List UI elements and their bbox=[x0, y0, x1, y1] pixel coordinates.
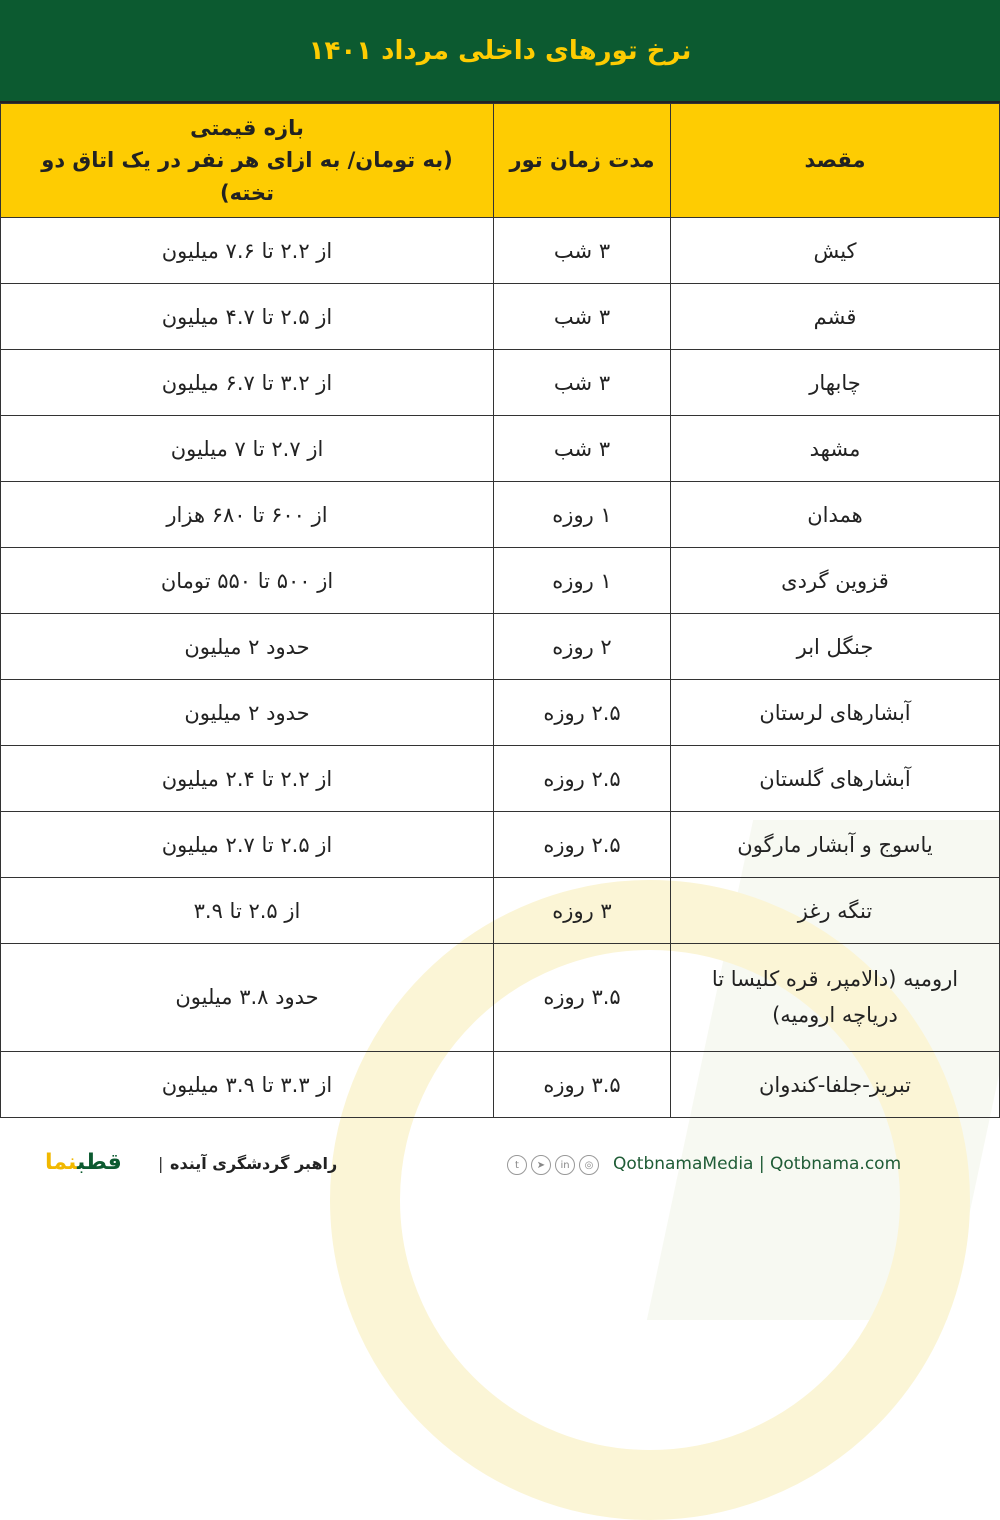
cell-destination: مشهد bbox=[671, 416, 1000, 482]
cell-duration: ۳ شب bbox=[494, 416, 671, 482]
table-row bbox=[1, 1052, 1000, 1118]
table-row bbox=[1, 812, 1000, 878]
cell-price: از ۳.۲ تا ۶.۷ میلیون bbox=[1, 350, 494, 416]
instagram-icon[interactable]: ◎ bbox=[579, 1155, 599, 1175]
cell-duration: ۳.۵ روزه bbox=[494, 944, 671, 1052]
table-row bbox=[1, 614, 1000, 680]
social-icons bbox=[507, 1155, 599, 1175]
table-row bbox=[1, 878, 1000, 944]
tours-table bbox=[0, 103, 1000, 1118]
cell-price: از ۲.۲ تا ۷.۶ میلیون bbox=[1, 218, 494, 284]
cell-destination: قزوین گردی bbox=[671, 548, 1000, 614]
cell-price: حدود ۲ میلیون bbox=[1, 680, 494, 746]
header-price-note: (به تومان/ به ازای هر نفر در یک اتاق دو تخته) bbox=[41, 148, 453, 205]
cell-price: از ۲.۵ تا ۴.۷ میلیون bbox=[1, 284, 494, 350]
tagline: راهبر گردشگری آینده bbox=[170, 1154, 338, 1173]
cell-duration: ۲.۵ روزه bbox=[494, 812, 671, 878]
cell-duration: ۲.۵ روزه bbox=[494, 680, 671, 746]
page-title: نرخ تورهای داخلی مرداد ۱۴۰۱ bbox=[0, 0, 1000, 103]
cell-destination: همدان bbox=[671, 482, 1000, 548]
separator: | bbox=[758, 1154, 765, 1174]
cell-duration: ۳ شب bbox=[494, 284, 671, 350]
cell-destination: قشم bbox=[671, 284, 1000, 350]
table-row bbox=[1, 284, 1000, 350]
cell-destination: تبریز-جلفا-کندوان bbox=[671, 1052, 1000, 1118]
website-link[interactable]: Qotbnama.com bbox=[770, 1154, 902, 1174]
header-price-title: بازه قیمتی bbox=[190, 115, 304, 140]
cell-price: از ۲.۲ تا ۲.۴ میلیون bbox=[1, 746, 494, 812]
table-row bbox=[1, 416, 1000, 482]
cell-destination: ارومیه (دالامپر، قره کلیسا تا دریاچه ارومیه) bbox=[671, 944, 1000, 1052]
telegram-icon[interactable]: ➤ bbox=[531, 1155, 551, 1175]
cell-duration: ۱ روزه bbox=[494, 482, 671, 548]
cell-price: حدود ۲ میلیون bbox=[1, 614, 494, 680]
table-row bbox=[1, 680, 1000, 746]
cell-destination: آبشارهای لرستان bbox=[671, 680, 1000, 746]
cell-price: از ۳.۳ تا ۳.۹ میلیون bbox=[1, 1052, 494, 1118]
table-row bbox=[1, 350, 1000, 416]
cell-duration: ۲.۵ روزه bbox=[494, 746, 671, 812]
separator: | bbox=[158, 1154, 164, 1173]
cell-destination: آبشارهای گلستان bbox=[671, 746, 1000, 812]
table-row bbox=[1, 482, 1000, 548]
table-row bbox=[1, 218, 1000, 284]
linkedin-icon[interactable]: in bbox=[555, 1155, 575, 1175]
social-handle[interactable]: QotbnamaMedia bbox=[613, 1154, 754, 1174]
cell-duration: ۳ روزه bbox=[494, 878, 671, 944]
cell-destination: کیش bbox=[671, 218, 1000, 284]
cell-duration: ۳.۵ روزه bbox=[494, 1052, 671, 1118]
cell-price: از ۶۰۰ تا ۶۸۰ هزار bbox=[1, 482, 494, 548]
header-row bbox=[1, 104, 1000, 218]
cell-duration: ۳ شب bbox=[494, 350, 671, 416]
cell-duration: ۱ روزه bbox=[494, 548, 671, 614]
twitter-icon[interactable]: t bbox=[507, 1155, 527, 1175]
cell-price: از ۵۰۰ تا ۵۵۰ تومان bbox=[1, 548, 494, 614]
cell-price: حدود ۳.۸ میلیون bbox=[1, 944, 494, 1052]
cell-price: از ۲.۵ تا ۳.۹ bbox=[1, 878, 494, 944]
table-row bbox=[1, 548, 1000, 614]
table-row bbox=[1, 944, 1000, 1052]
cell-destination: چابهار bbox=[671, 350, 1000, 416]
footer-links bbox=[613, 1154, 901, 1174]
header-price bbox=[1, 104, 494, 218]
cell-price: از ۲.۵ تا ۲.۷ میلیون bbox=[1, 812, 494, 878]
header-duration: مدت زمان تور bbox=[494, 104, 671, 218]
header-destination: مقصد bbox=[671, 104, 1000, 218]
cell-destination: جنگل ابر bbox=[671, 614, 1000, 680]
footer bbox=[0, 1150, 1000, 1180]
cell-destination: یاسوج و آبشار مارگون bbox=[671, 812, 1000, 878]
table-row bbox=[1, 746, 1000, 812]
cell-destination: تنگه رغز bbox=[671, 878, 1000, 944]
cell-duration: ۳ شب bbox=[494, 218, 671, 284]
cell-duration: ۲ روزه bbox=[494, 614, 671, 680]
brand-logo: قطبنما bbox=[45, 1150, 122, 1175]
cell-price: از ۲.۷ تا ۷ میلیون bbox=[1, 416, 494, 482]
